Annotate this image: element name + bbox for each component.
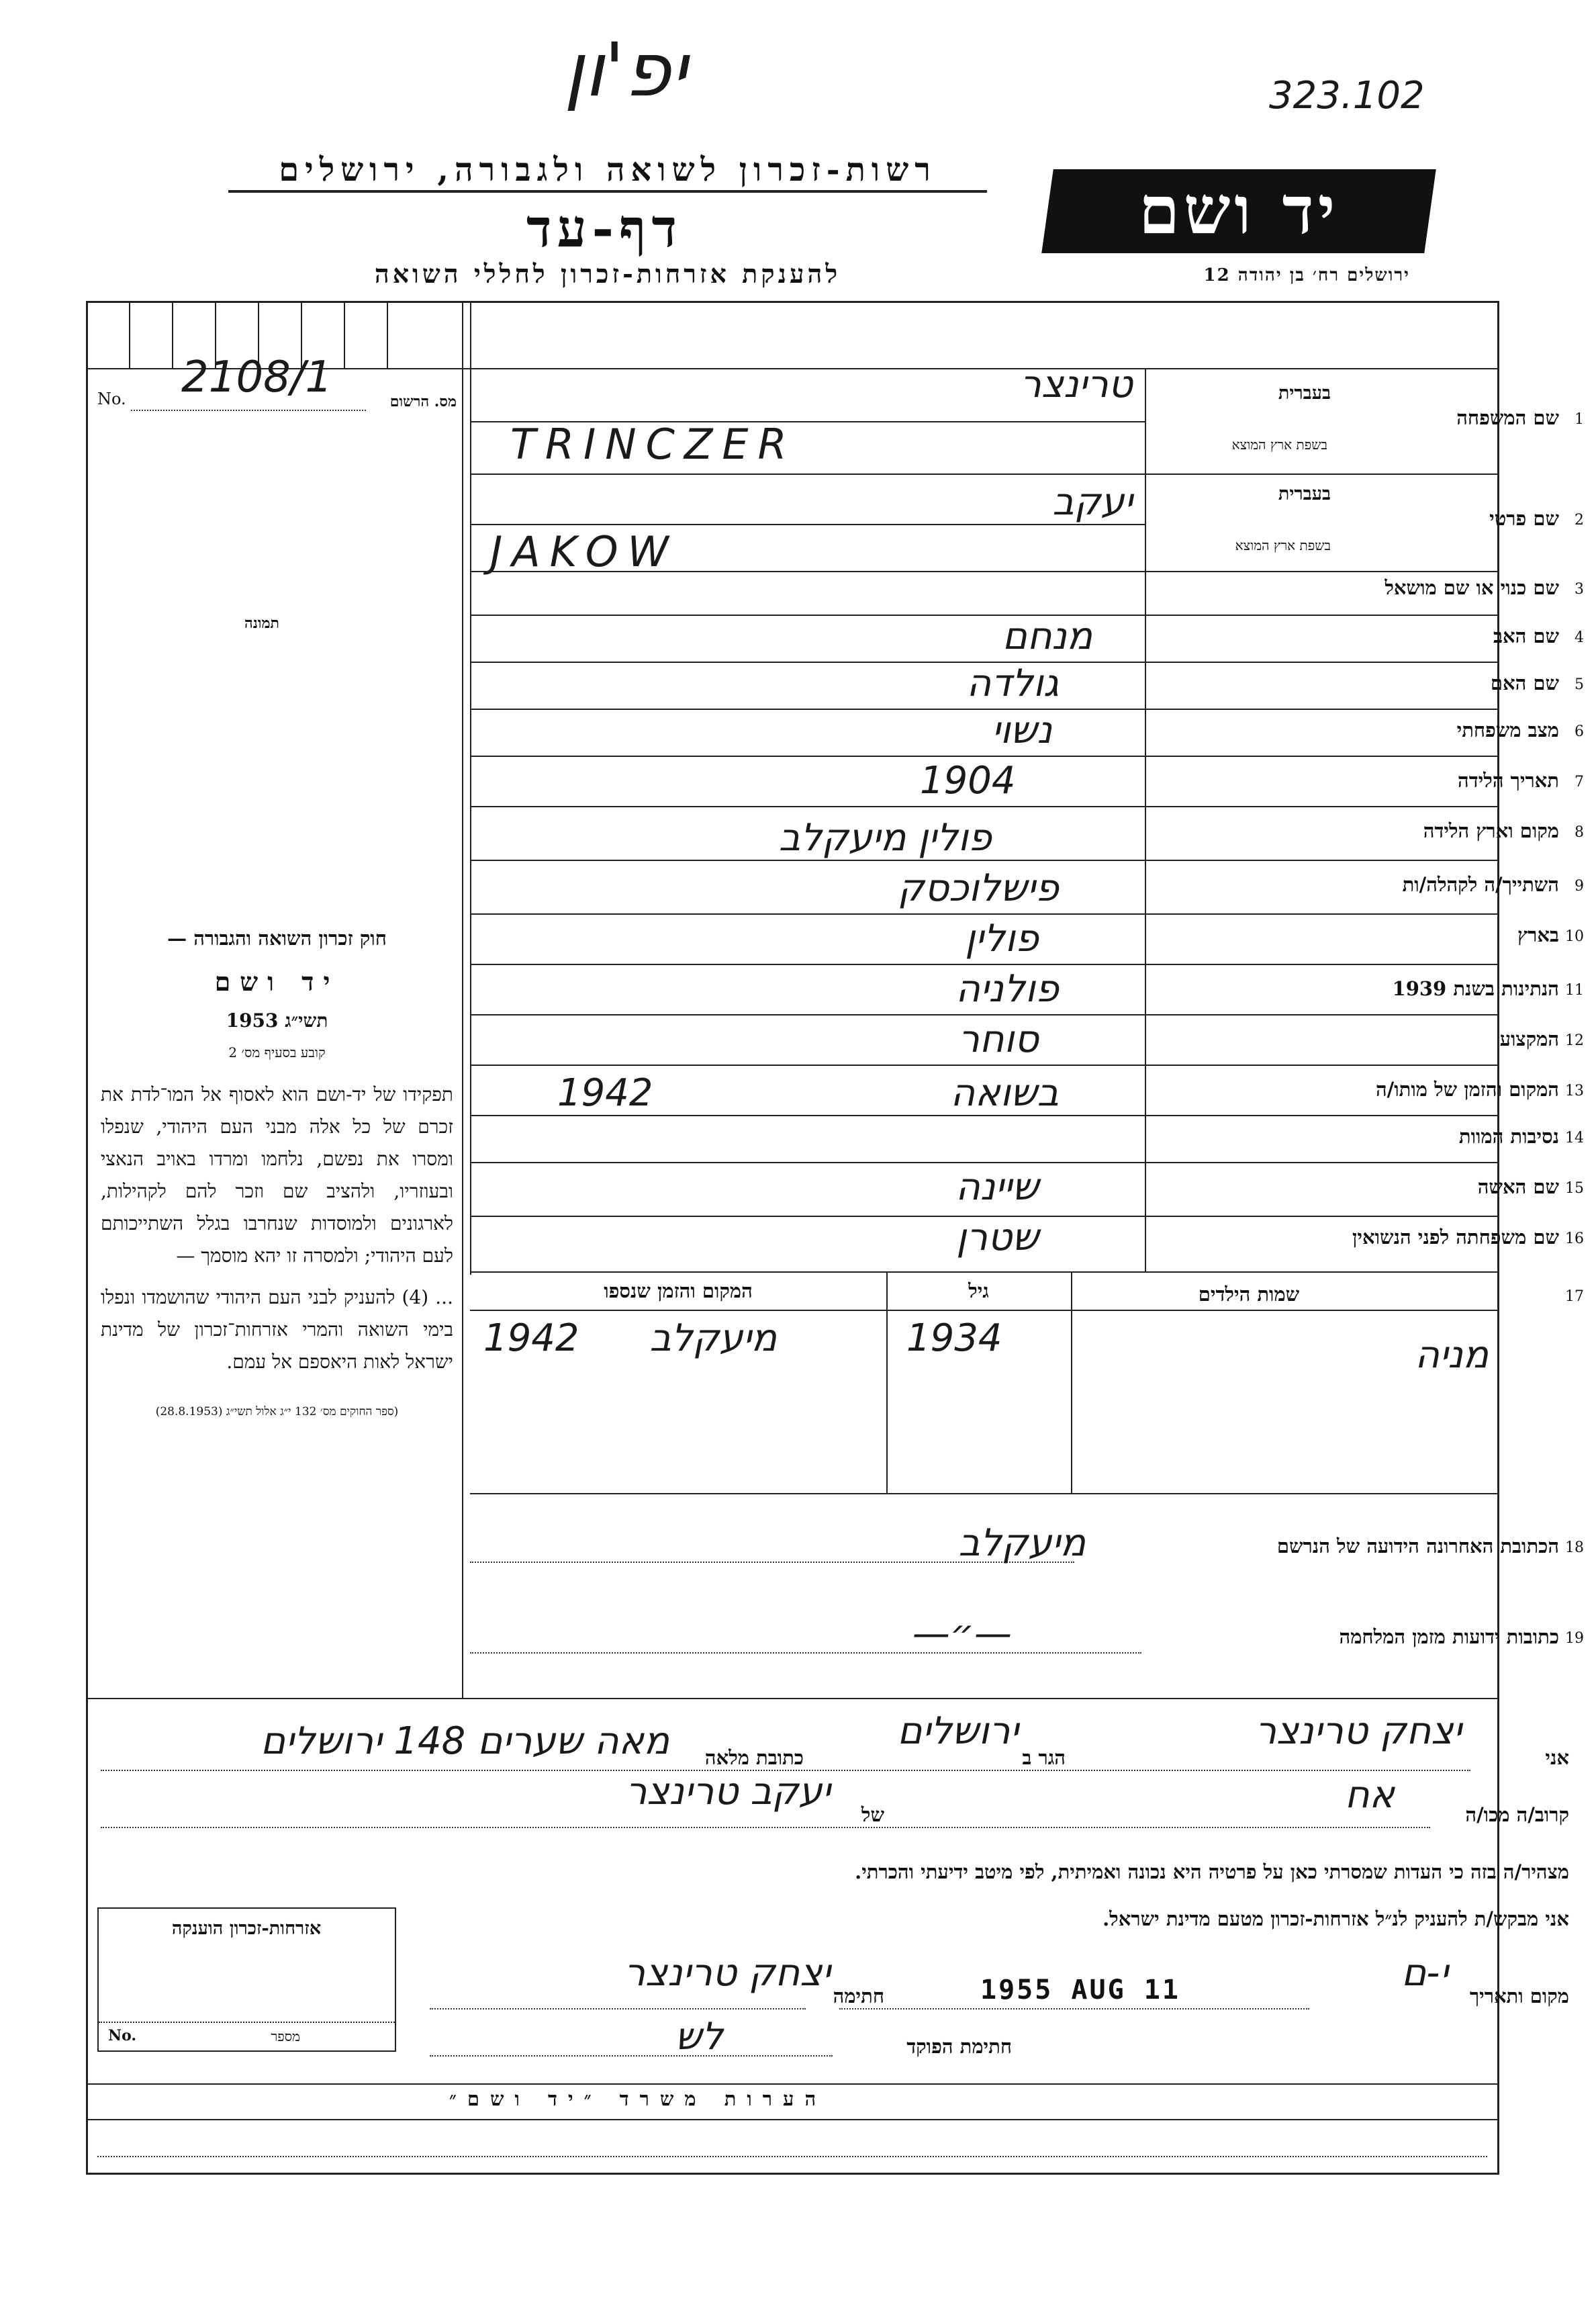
- field-16-label: שם משפחתה לפני הנשואין: [1352, 1226, 1559, 1249]
- registration-label: מס. הרשום: [389, 393, 457, 410]
- field-18-label: הכתובת האחרונה הידועה של הנרשם: [1276, 1535, 1559, 1557]
- mother-name: גולדה: [966, 662, 1059, 705]
- field-10-num: 10: [1565, 928, 1584, 945]
- field-18-num: 18: [1565, 1539, 1584, 1556]
- profession: סוחר: [958, 1018, 1039, 1061]
- declaration-address-label: כתובת מלאה: [704, 1746, 804, 1769]
- field-2-label: שם פרטי: [1489, 507, 1559, 530]
- declarant-city: ירושלים: [897, 1709, 1019, 1753]
- declaration-relative-label: קרוב/ה מכו/ה: [1465, 1803, 1569, 1826]
- death-place: בשואה: [950, 1071, 1059, 1115]
- declaration-statement-1: מצהיר/ה בזה כי העדות שמסרתי כאן על פרטיה היא נכונה ואמיתית, לפי מיטב ידיעתי והכרתי.: [855, 1860, 1569, 1883]
- children-col-age: גיל: [968, 1279, 989, 1302]
- law-title: חוק זכרון השואה והגבורה —: [167, 927, 387, 950]
- war-addresses-value: —״—: [912, 1612, 1012, 1656]
- field-15-label: שם האשה: [1477, 1175, 1559, 1198]
- child-1-place: מיעקלב: [649, 1316, 777, 1360]
- field-16-num: 16: [1565, 1230, 1584, 1247]
- wife-name: שיינה: [955, 1165, 1039, 1209]
- officer-signature-label: חתימת הפוקד: [906, 2035, 1012, 2058]
- marital-status: נשוי: [992, 709, 1052, 752]
- victim-name-declaration: יעקב טרינצר: [625, 1770, 831, 1813]
- family-name-latin: TRINCZER: [510, 420, 796, 469]
- top-handwritten-note: יפ'ון: [564, 27, 688, 113]
- form-title: דף-עד: [526, 198, 682, 259]
- citizenship-box-no: No.: [108, 2027, 137, 2044]
- last-address-value: מיעקלב: [958, 1521, 1086, 1565]
- declaration-i-label: אני: [1545, 1746, 1569, 1769]
- form-subtitle: להענקת אזרחות-זכרון לחללי השואה: [374, 259, 841, 289]
- field-19-num: 19: [1565, 1630, 1584, 1647]
- child-1-year: 1942: [483, 1316, 579, 1360]
- field-1-label: שם המשפחה: [1456, 406, 1559, 429]
- field-15-num: 15: [1565, 1180, 1584, 1197]
- field-1-sub-origin: בשפת ארץ המוצא: [1231, 437, 1327, 453]
- field-12-label: המקצוע: [1499, 1028, 1559, 1050]
- relationship: אח: [1344, 1773, 1395, 1817]
- field-2-sub-hebrew: בעברית: [1278, 484, 1331, 504]
- declarant-name: יצחק טרינצר: [1255, 1709, 1462, 1753]
- address-line: ירושלים רח׳ בן יהודה 12: [1203, 265, 1410, 285]
- law-name: יד ושם: [214, 966, 340, 997]
- declaration-resides-label: הגר ב: [1022, 1746, 1066, 1769]
- field-2-num: 2: [1575, 512, 1584, 529]
- field-8-num: 8: [1575, 824, 1584, 841]
- field-11-num: 11: [1565, 982, 1584, 999]
- field-1-num: 1: [1575, 411, 1584, 428]
- field-7-label: תאריך הלידה: [1458, 769, 1559, 792]
- field-4-label: שם האב: [1493, 625, 1559, 647]
- field-13-label: המקום והזמן של מותו/ה: [1375, 1078, 1559, 1101]
- field-17-num: 17: [1565, 1288, 1584, 1305]
- field-2-sub-origin: בשפת ארץ המוצא: [1235, 537, 1331, 553]
- law-clause: קובע בסעיף מס׳ 2: [228, 1044, 326, 1060]
- field-10-label: בארץ: [1517, 923, 1559, 946]
- field-5-label: שם האם: [1490, 672, 1559, 694]
- field-12-num: 12: [1565, 1032, 1584, 1049]
- no-label: No.: [97, 390, 126, 408]
- place-date-label: מקום ותאריך: [1469, 1985, 1569, 2007]
- field-4-num: 4: [1575, 629, 1584, 646]
- field-3-label: שם כנוי או שם מושאל: [1384, 576, 1559, 599]
- field-13-num: 13: [1565, 1083, 1584, 1099]
- death-year: 1942: [557, 1071, 653, 1115]
- field-6-label: מצב משפחתי: [1456, 719, 1559, 741]
- field-14-num: 14: [1565, 1130, 1584, 1146]
- field-7-num: 7: [1575, 774, 1584, 790]
- photo-label: תמונה: [244, 615, 279, 632]
- birth-date: 1904: [920, 759, 1016, 803]
- yad-vashem-logo: [1041, 169, 1436, 253]
- wife-maiden-name: שטרן: [956, 1216, 1039, 1259]
- field-5-num: 5: [1575, 676, 1584, 693]
- citizenship-box-num-label: מספר: [271, 2028, 300, 2044]
- citizenship-1939: פולניה: [955, 967, 1059, 1011]
- field-3-num: 3: [1575, 581, 1584, 598]
- children-col-place: המקום והזמן שנספו: [604, 1279, 753, 1302]
- first-name-latin: JAKOW: [490, 527, 678, 576]
- field-11-label: הנתינות בשנת 1939: [1392, 977, 1559, 1000]
- community: פישלוכסק: [898, 866, 1059, 910]
- field-8-label: מקום וארץ הלידה: [1423, 819, 1559, 842]
- field-6-num: 6: [1575, 723, 1584, 740]
- first-name-hebrew: יעקב: [1052, 480, 1133, 524]
- child-1-age: 1934: [906, 1316, 1002, 1360]
- law-text-block: [101, 927, 453, 1418]
- declarant-address: מאה שערים 148 ירושלים: [261, 1719, 669, 1763]
- field-14-label: נסיבות המוות: [1458, 1125, 1559, 1148]
- law-citation: (ספר החוקים מס׳ 132 י״ג אלול תשי״ג (28.8.1953): [155, 1405, 399, 1418]
- place-value: י-ם: [1401, 1951, 1448, 1995]
- field-9-num: 9: [1575, 878, 1584, 895]
- signature-label: חתימה: [833, 1985, 884, 2007]
- birth-place: פולין מיעקלב: [778, 816, 992, 860]
- file-number: 323.102: [1269, 74, 1425, 118]
- citizenship-box-title: אזרחות-זכרון הוענקה: [171, 1918, 322, 1939]
- officer-signature: לש: [675, 2015, 723, 2059]
- declaration-of-label: של: [861, 1803, 884, 1826]
- logo-text: יד ושם: [1138, 172, 1340, 249]
- family-name-hebrew: טרינצר: [1020, 363, 1133, 406]
- date-stamp: 1955 AUG 11: [980, 1975, 1180, 2005]
- remarks-label: הערות משרד ״יד ושם״: [449, 2087, 827, 2110]
- registration-number: 2108/1: [181, 353, 333, 402]
- country: פולין: [965, 917, 1039, 960]
- declaration-statement-2: אני מבקש/ת להעניק לנ״ל אזרחות-זכרון מטעם מדינת ישראל.: [1102, 1907, 1569, 1930]
- law-paragraph-2: ... (4) להעניק לבני העם היהודי שהושמדו ונפלו בימי השואה והמרי אזרחות־זכרון של מדינת ישראל לאות היאספם אל עמם.: [101, 1286, 453, 1373]
- citizenship-box: [97, 1907, 396, 2052]
- authority-line: רשות-זכרון לשואה ולגבורה, ירושלים: [279, 151, 937, 189]
- father-name: מנחם: [1002, 615, 1092, 658]
- field-9-label: השתייך/ה לקהלה/ות: [1402, 873, 1559, 896]
- child-1-name: מניה: [1415, 1333, 1489, 1377]
- declarant-signature: יצחק טרינצר: [624, 1951, 831, 1995]
- law-paragraph-1: תפקידו של יד-ושם הוא לאסוף אל המו־לדת את זכרם של כל אלה מבני העם היהודי, שנפלו ומסרו את נפשם, נלחמו ומרדו באויב הנאצי ובעוזריו, ולהציב שם וזכר להם לקהילות, לארגונים ולמוסדות שנחרבו בגלל השתייכותם לעם היהודי; ולמסרה זו יהא מוסמך —: [101, 1083, 453, 1267]
- law-year: תשי״ג 1953: [226, 1009, 328, 1032]
- field-19-label: כתובות ידועות מזמן המלחמה: [1339, 1625, 1559, 1648]
- children-col-names: שמות הילדים: [1198, 1283, 1300, 1306]
- field-1-sub-hebrew: בעברית: [1278, 383, 1331, 404]
